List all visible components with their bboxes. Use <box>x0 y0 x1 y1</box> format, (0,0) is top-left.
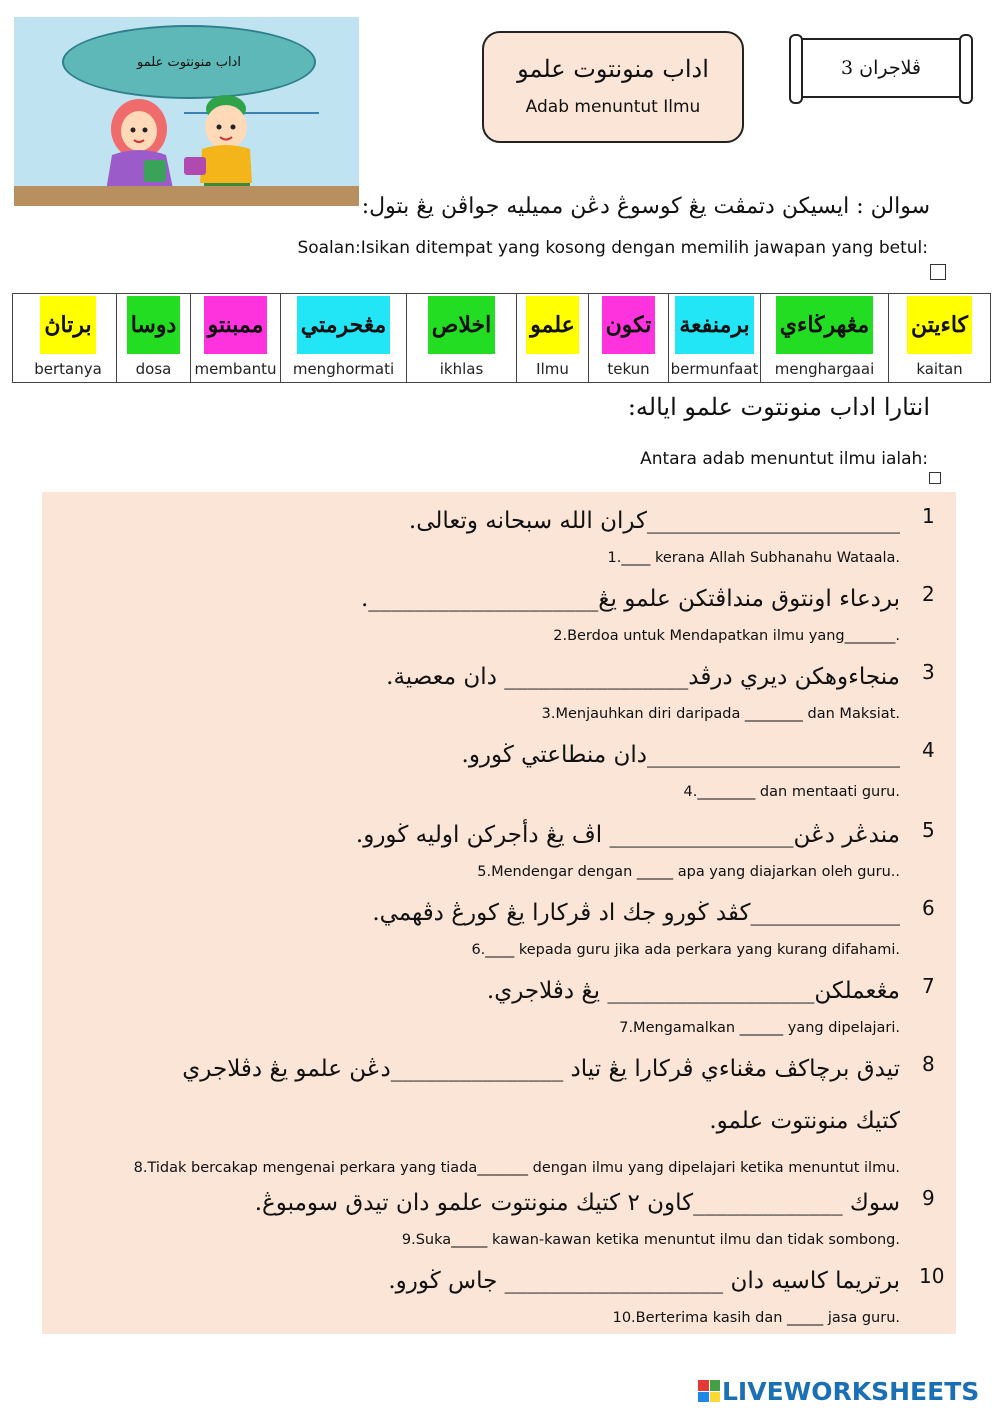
header-illustration <box>14 17 359 206</box>
word-bank-item[interactable] <box>190 294 280 382</box>
liveworksheets-logo <box>698 1376 993 1406</box>
question-number: 1 <box>922 504 935 528</box>
question-malay: 4.________ dan mentaati guru. <box>683 784 900 800</box>
question-arabic: مڠعملکن__________________ يڠ دڤلاجري. <box>486 978 900 1004</box>
word-bank-malay: ikhlas <box>439 360 484 378</box>
question-malay: 1.____ kerana Allah Subhanahu Wataala. <box>607 550 900 566</box>
question-number: 7 <box>922 974 935 998</box>
question-number: 9 <box>922 1186 935 1210</box>
question-number: 6 <box>922 896 935 920</box>
question-arabic: _____________کڤد ڬورو جك اد ڤرکارا يڠ کورڠ دڤهمي. <box>372 900 900 926</box>
word-bank-arabic: علمو <box>526 296 579 354</box>
word-bank-item[interactable] <box>668 294 760 382</box>
word-bank-arabic: برمنفعة <box>675 296 753 354</box>
question-malay: 7.Mengamalkan ______ yang dipelajari. <box>619 1020 900 1036</box>
question-malay: 9.Suka_____ kawan-kawan ketika menuntut ilmu dan tidak sombong. <box>401 1232 900 1248</box>
logo-cube-square <box>710 1380 721 1391</box>
question-arabic-continued: کتيك منونتوت علمو. <box>709 1108 900 1134</box>
question-arabic: منجاءوهکن ديري درڤد________________ دان معصية. <box>386 664 900 690</box>
question-malay: 8.Tidak bercakap mengenai perkara yang tiada_______ dengan ilmu yang dipelajari ketika menuntut ilmu. <box>133 1160 900 1176</box>
questions-panel <box>42 492 956 1334</box>
question-arabic: برتريما کاسيه دان ___________________ جاس ڬورو. <box>388 1268 900 1294</box>
instruction-malay: Soalan:Isikan ditempat yang kosong dengan memilih jawapan yang betul: <box>297 238 928 258</box>
subheading-checkbox[interactable] <box>929 472 941 484</box>
word-bank-malay: dosa <box>135 360 172 378</box>
logo-cube-square <box>710 1392 721 1403</box>
word-bank-malay: bertanya <box>34 360 102 378</box>
question-malay: 2.Berdoa untuk Mendapatkan ilmu yang_______. <box>553 628 900 644</box>
instruction-arabic: سوالن : ايسيکن دتمڤت يڠ کوسوڠ دڠن مميليه جواڤن يڠ بتول: <box>361 194 930 219</box>
question-number: 5 <box>922 818 935 842</box>
word-bank-item[interactable] <box>406 294 516 382</box>
question-arabic: سوك _____________کاون ٢ کتيك منونتوت علمو دان تيدق سومبوڠ. <box>254 1190 900 1216</box>
word-bank-arabic: مڠحرمتي <box>297 296 391 354</box>
subheading-malay: Antara adab menuntut ilmu ialah: <box>640 449 928 469</box>
word-bank-malay: tekun <box>607 360 650 378</box>
title-arabic: اداب منونتوت علمو <box>517 55 709 83</box>
word-bank-arabic: اخلاص <box>428 296 495 354</box>
word-bank-item[interactable] <box>516 294 588 382</box>
question-number: 4 <box>922 738 935 762</box>
word-bank-arabic: برتاڽ <box>40 296 95 354</box>
question-arabic: مندڠر دڠن________________ اڤ يڠ دأجرکن اوليه ڬورو. <box>355 822 900 848</box>
question-number: 8 <box>922 1052 935 1076</box>
title-malay: Adab menuntut Ilmu <box>525 97 701 117</box>
question-malay: 6.____ kepada guru jika ada perkara yang kurang difahami. <box>471 942 900 958</box>
word-bank-malay: bermunfaat <box>670 360 759 378</box>
word-bank-malay: menghargaai <box>774 360 875 378</box>
subheading-arabic: انتارا اداب منونتوت علمو اياله: <box>627 393 930 421</box>
word-bank-malay: kaitan <box>916 360 963 378</box>
instruction-checkbox[interactable] <box>930 264 946 280</box>
word-bank-arabic: مڠهرڬاءي <box>776 296 873 354</box>
title-box <box>482 31 744 143</box>
word-bank-malay: membantu <box>194 360 277 378</box>
word-bank <box>12 293 991 383</box>
word-bank-arabic: كاءيتن <box>907 296 972 354</box>
logo-cube-icon <box>698 1380 720 1402</box>
word-bank-arabic: ممبنتو <box>204 296 268 354</box>
question-malay: 5.Mendengar dengan _____ apa yang diajarkan oleh guru.. <box>477 864 900 880</box>
question-number: 3 <box>922 660 935 684</box>
illustration-caption: اداب منونتوت علمو <box>62 25 316 99</box>
question-arabic: تيدق برچاکڤ مڠناءي ڤرکارا يڠ تياد _______________دڠن علمو يڠ دڤلاجري <box>182 1056 900 1082</box>
word-bank-item[interactable] <box>760 294 888 382</box>
word-bank-item[interactable] <box>116 294 190 382</box>
question-malay: 10.Berterima kasih dan _____ jasa guru. <box>612 1310 900 1326</box>
question-number: 10 <box>919 1264 945 1288</box>
word-bank-item[interactable] <box>280 294 406 382</box>
question-arabic: ______________________كران الله سبحانه وتعالى. <box>408 508 900 534</box>
word-bank-item[interactable] <box>888 294 990 382</box>
word-bank-malay: Ilmu <box>536 360 569 378</box>
word-bank-item[interactable] <box>588 294 668 382</box>
grade-label <box>795 38 967 98</box>
logo-text: LIVEWORKSHEETS <box>722 1376 980 1406</box>
illustration-floor <box>14 186 359 206</box>
question-number: 2 <box>922 582 935 606</box>
logo-cube-square <box>698 1380 709 1391</box>
question-arabic: ______________________دان منطاعتي ڬورو. <box>461 742 900 768</box>
word-bank-arabic: دوسا <box>127 296 181 354</box>
word-bank-arabic: تکون <box>602 296 656 354</box>
word-bank-malay: menghormati <box>292 360 395 378</box>
question-arabic: بردعاء اونتوق منداڤتکن علمو يڠ____________________. <box>360 586 900 612</box>
grade-text: ڤلاجران 3 <box>841 57 922 79</box>
logo-cube-square <box>698 1392 709 1403</box>
word-bank-item[interactable] <box>20 294 116 382</box>
question-malay: 3.Menjauhkan diri daripada ________ dan Maksiat. <box>541 706 900 722</box>
